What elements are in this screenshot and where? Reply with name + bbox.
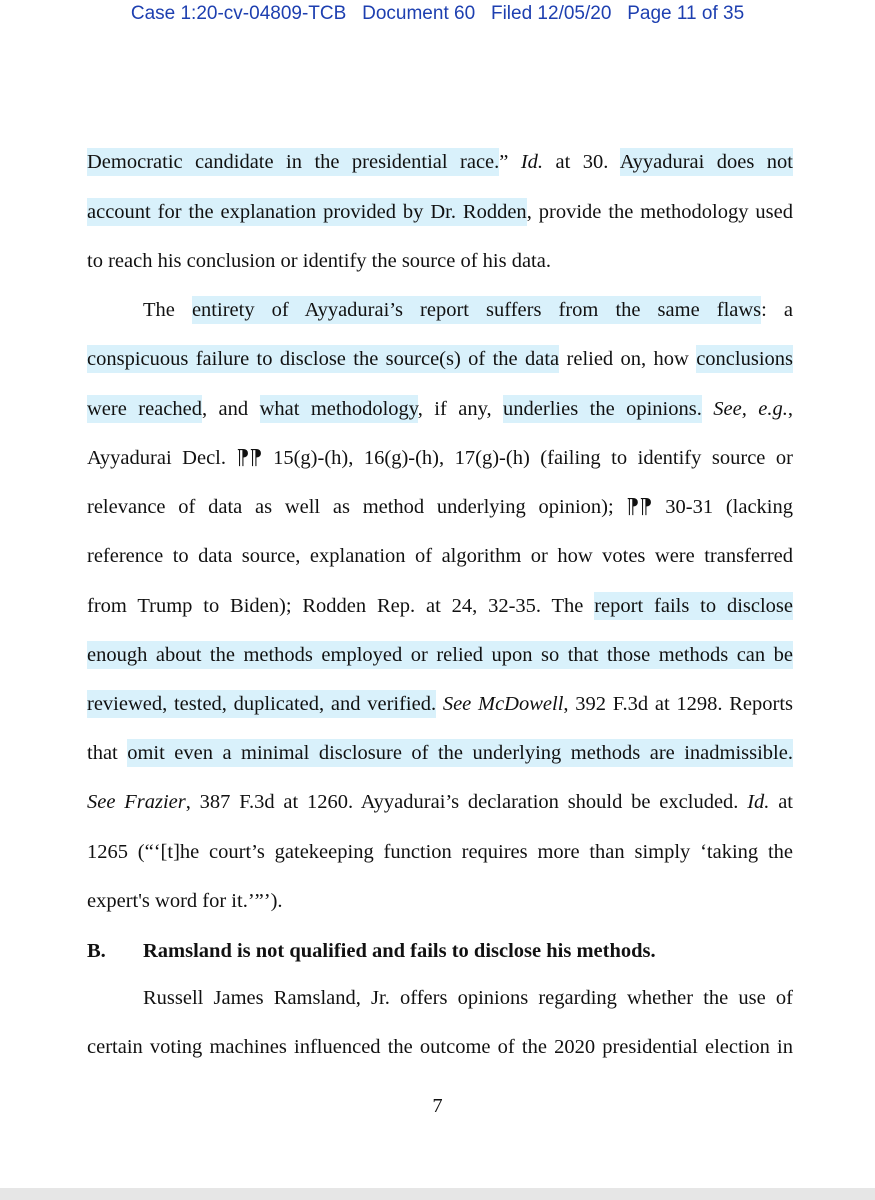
text-span: ,: [787, 398, 794, 420]
text-span: The: [143, 299, 192, 321]
case-name: See McDowell: [442, 693, 564, 715]
highlighted-text: conclusions: [696, 348, 793, 370]
case-name: See Frazier: [87, 791, 186, 813]
text-span: that: [87, 742, 128, 764]
text-span: , 392 F.3d at 1298. Reports: [563, 693, 794, 715]
text-span: at: [769, 791, 794, 813]
text-line: [87, 198, 793, 226]
text-span: to reach his conclusion or identify the source of his data.: [87, 250, 551, 272]
citation-signal: See, e.g.: [713, 398, 788, 420]
text-line: [87, 493, 793, 521]
text-span: relevance of data as well as method underlying opinion); ⁋⁋ 30-31 (lacking: [87, 496, 793, 518]
text-line: [87, 1033, 793, 1061]
text-line: [87, 592, 793, 620]
highlighted-text: enough about the methods employed or relied upon so that those methods can be: [87, 644, 793, 666]
text-span: , and: [201, 398, 260, 420]
highlighted-text: report fails to disclose: [594, 595, 794, 617]
text-span: expert's word for it.’”’).: [87, 890, 283, 912]
text-span: 1265 (“‘[t]he court’s gatekeeping function requires more than simply ‘taking the: [87, 841, 793, 863]
highlighted-text: were reached: [87, 398, 202, 420]
citation-id: Id.: [747, 791, 770, 813]
text-span: ”: [499, 151, 521, 173]
highlighted-text: what methodology: [259, 398, 418, 420]
text-span: from Trump to Biden); Rodden Rep. at 24, 32-35. The: [87, 595, 595, 617]
highlighted-text: underlies the opinions.: [503, 398, 702, 420]
section-heading: [87, 937, 656, 965]
text-span: relied on, how: [559, 348, 697, 370]
text-span: Ayyadurai Decl. ⁋⁋ 15(g)-(h), 16(g)-(h), 17(g)-(h) (failing to identify source or: [87, 447, 793, 469]
case-header: Case 1:20-cv-04809-TCB Document 60 Filed 12/05/20 Page 11 of 35: [130, 3, 745, 24]
text-line: [87, 247, 793, 275]
text-span: , if any,: [417, 398, 504, 420]
text-span: certain voting machines influenced the outcome of the 2020 presidential election in: [87, 1036, 793, 1058]
citation-id: Id.: [520, 151, 544, 173]
highlighted-text: omit even a minimal disclosure of the underlying methods are inadmissible.: [127, 742, 793, 764]
text-span: : a: [761, 299, 794, 321]
text-line: [87, 395, 793, 423]
text-line: [87, 148, 793, 176]
text-line: [87, 788, 793, 816]
text-span: at 30.: [543, 151, 620, 173]
highlighted-text: Ayyadurai does not: [619, 151, 794, 173]
highlighted-text: account for the explanation provided by Dr. Rodden: [87, 201, 527, 223]
text-span: Russell James Ramsland, Jr. offers opinions regarding whether the use of: [143, 987, 793, 1009]
highlighted-text: reviewed, tested, duplicated, and verified.: [87, 693, 437, 715]
highlighted-text: Democratic candidate in the presidential race.: [87, 151, 500, 173]
text-line: [87, 887, 793, 915]
text-span: , 387 F.3d at 1260. Ayyadurai’s declaration should be excluded.: [185, 791, 748, 813]
text-line: [87, 542, 793, 570]
text-line: [143, 984, 793, 1012]
text-line: [87, 444, 793, 472]
viewer-bottom-bar: [0, 1188, 875, 1200]
text-line: [143, 296, 793, 324]
text-line: [87, 345, 793, 373]
highlighted-text: entirety of Ayyadurai’s report suffers from the same flaws: [191, 299, 762, 321]
section-number: B.: [87, 940, 106, 962]
page-number: 7: [432, 1095, 443, 1117]
text-span: [436, 693, 443, 715]
text-line: [87, 739, 793, 767]
text-line: [87, 641, 793, 669]
text-span: , provide the methodology used: [526, 201, 794, 223]
highlighted-text: conspicuous failure to disclose the source(s) of the data: [87, 348, 560, 370]
text-line: [87, 838, 793, 866]
text-span: [702, 398, 713, 420]
section-title: Ramsland is not qualified and fails to disclose his methods.: [143, 940, 656, 962]
text-span: reference to data source, explanation of algorithm or how votes were transferred: [87, 545, 793, 567]
text-line: [87, 690, 793, 718]
